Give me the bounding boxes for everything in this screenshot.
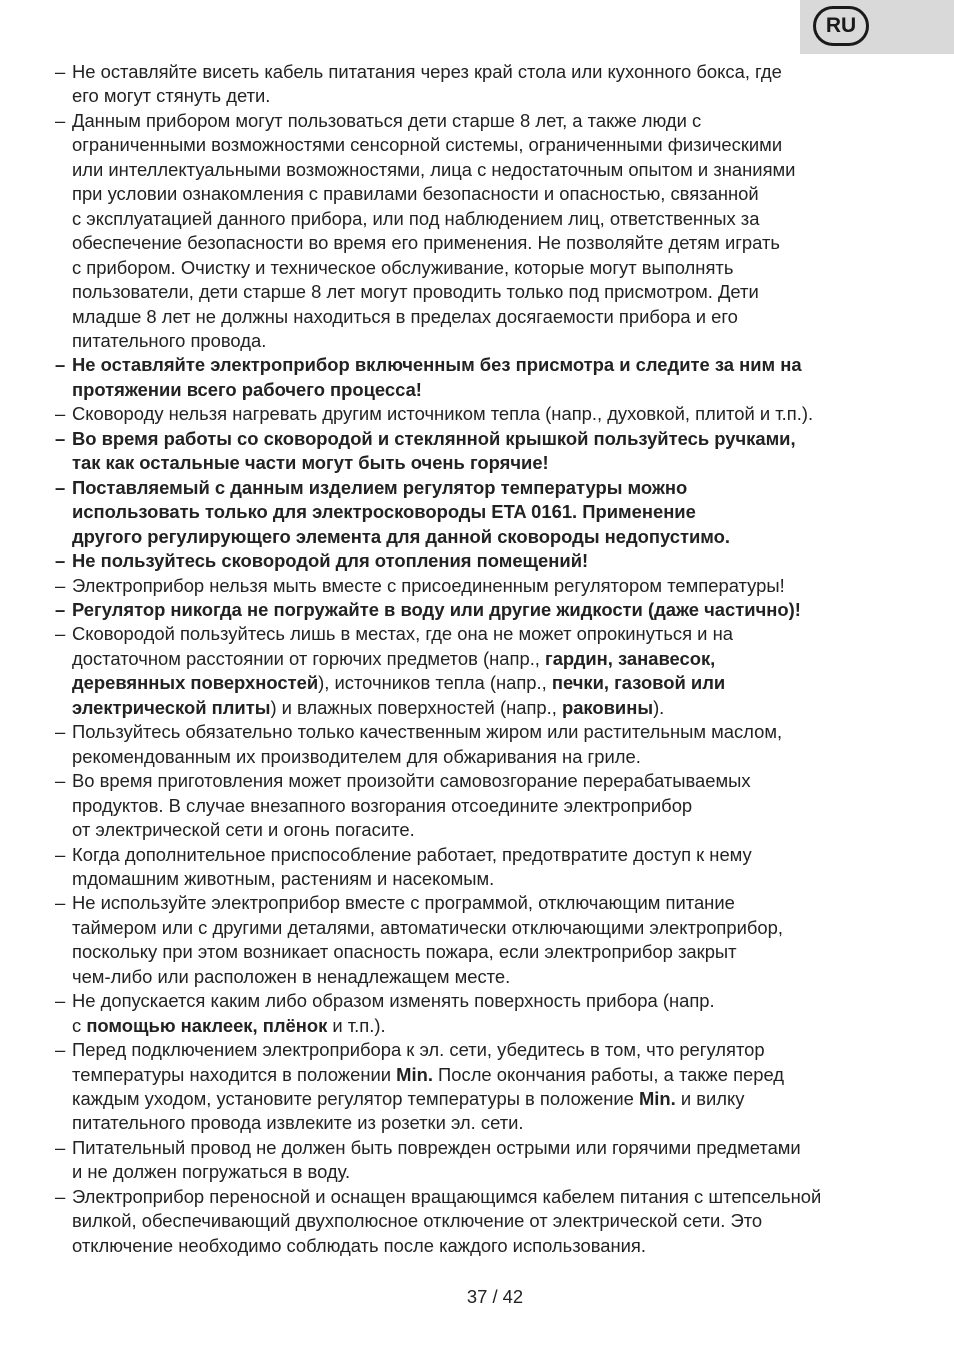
list-item: – Электроприбор переносной и оснащен вращающимся кабелем питания с штепсельной вилкой, обеспечивающий двухполюсное отключение от электрической сети. Это отключение необходимо соблюдать после каждого использования. xyxy=(55,1185,822,1256)
list-item: – Электроприбор нельзя мыть вместе с присоединенным регулятором температуры! xyxy=(55,574,785,596)
list-item: – Перед подключением электроприбора к эл. сети, убедитесь в том, что регулятор температуры находится в положении Min. После окончания работы, а также перед каждым уходом, установите регулятор температуры в положение Min. и вилку питательного провода извлеките из розетки эл. сети. xyxy=(55,1039,785,1134)
language-badge: RU xyxy=(813,6,869,46)
list-item: – Когда дополнительное приспособление работает, предотвратите доступ к нему mдомашним животным, растениям и насекомым. xyxy=(55,843,752,889)
list-item: – Во время работы со сковородой и стеклянной крышкой пользуйтесь ручками, так как остальные части могут быть очень горячие! xyxy=(55,427,796,474)
list-item: – Не пользуйтесь сковородой для отопления помещений! xyxy=(55,550,589,572)
list-item: – Не оставляйте висеть кабель питатания через край стола или кухонного бокса, где его могут стянуть дети. xyxy=(55,61,782,107)
list-item: – Не допускается каким либо образом изменять поверхность прибора (напр. с помощью наклеек, плёнок и т.п.). xyxy=(55,990,715,1036)
list-item: – Во время приготовления может произойти самовозгорание перерабатываемых продуктов. В случае внезапного возгорания отсоедините электроприбор от электрической сети и огонь погасите. xyxy=(55,770,751,841)
list-item: – Не оставляйте электроприбор включенным без присмотра и следите за ним на протяжении всего рабочего процесса! xyxy=(55,354,802,400)
safety-instructions-list xyxy=(55,60,915,1258)
list-item: – Сковородой пользуйтесь лишь в местах, где она не может опрокинуться и на достаточном расстоянии от горючих предметов (напр., гардин, занавесок, деревянных поверхностей), источников тепла (напр., печки, газовой или электрической плиты) и влажных поверхностей (напр., раковины). xyxy=(55,623,733,718)
list-item: – Не используйте электроприбор вместе с программой, отключающим питание таймером или с другими деталями, автоматически отключающими электроприбор, поскольку при этом возникает опасность пожара, если электроприбор закрыт чем-либо или расположен в ненадлежащем месте. xyxy=(55,892,783,987)
list-item: – Питательный провод не должен быть поврежден острыми или горячими предметами и не должен погружаться в воду. xyxy=(55,1136,801,1183)
list-item: – Поставляемый с данным изделием регулятор температуры можно использовать только для электросковороды ETA 0161. Применение другого регулирующего элемента для данной сковороды недопустимо. xyxy=(55,476,731,547)
list-item: – Сковороду нельзя нагревать другим источником тепла (напр., духовкой, плитой и т.п.). xyxy=(55,403,814,425)
page-number: 37 / 42 xyxy=(466,1286,524,1307)
list-item: – Данным прибором могут пользоваться дети старше 8 лет, а также люди с ограниченными возможностями сенсорной системы, ограниченными физическими или интеллектуальными возможностями, лица с недостаточным опытом и знаниями при условии ознакомления с правилами безопасности и опасностью, связанной с эксплуатацией данного прибора, или под наблюдением лиц, ответственных за обеспечение безопасности во время его применения. Не позволяйте детям играть с прибором. Очистку и техническое обслуживание, которые могут выполнять пользователи, дети старше 8 лет могут проводить только под присмотром. Дети младше 8 лет не должны находиться в пределах досягаемости прибора и его питательного провода. xyxy=(55,109,796,351)
list-item: – Пользуйтесь обязательно только качественным жиром или растительным маслом, рекомендованным их производителем для обжаривания на гриле. xyxy=(55,721,783,767)
list-item: – Регулятор никогда не погружайте в воду или другие жидкости (даже частично)! xyxy=(55,598,801,620)
